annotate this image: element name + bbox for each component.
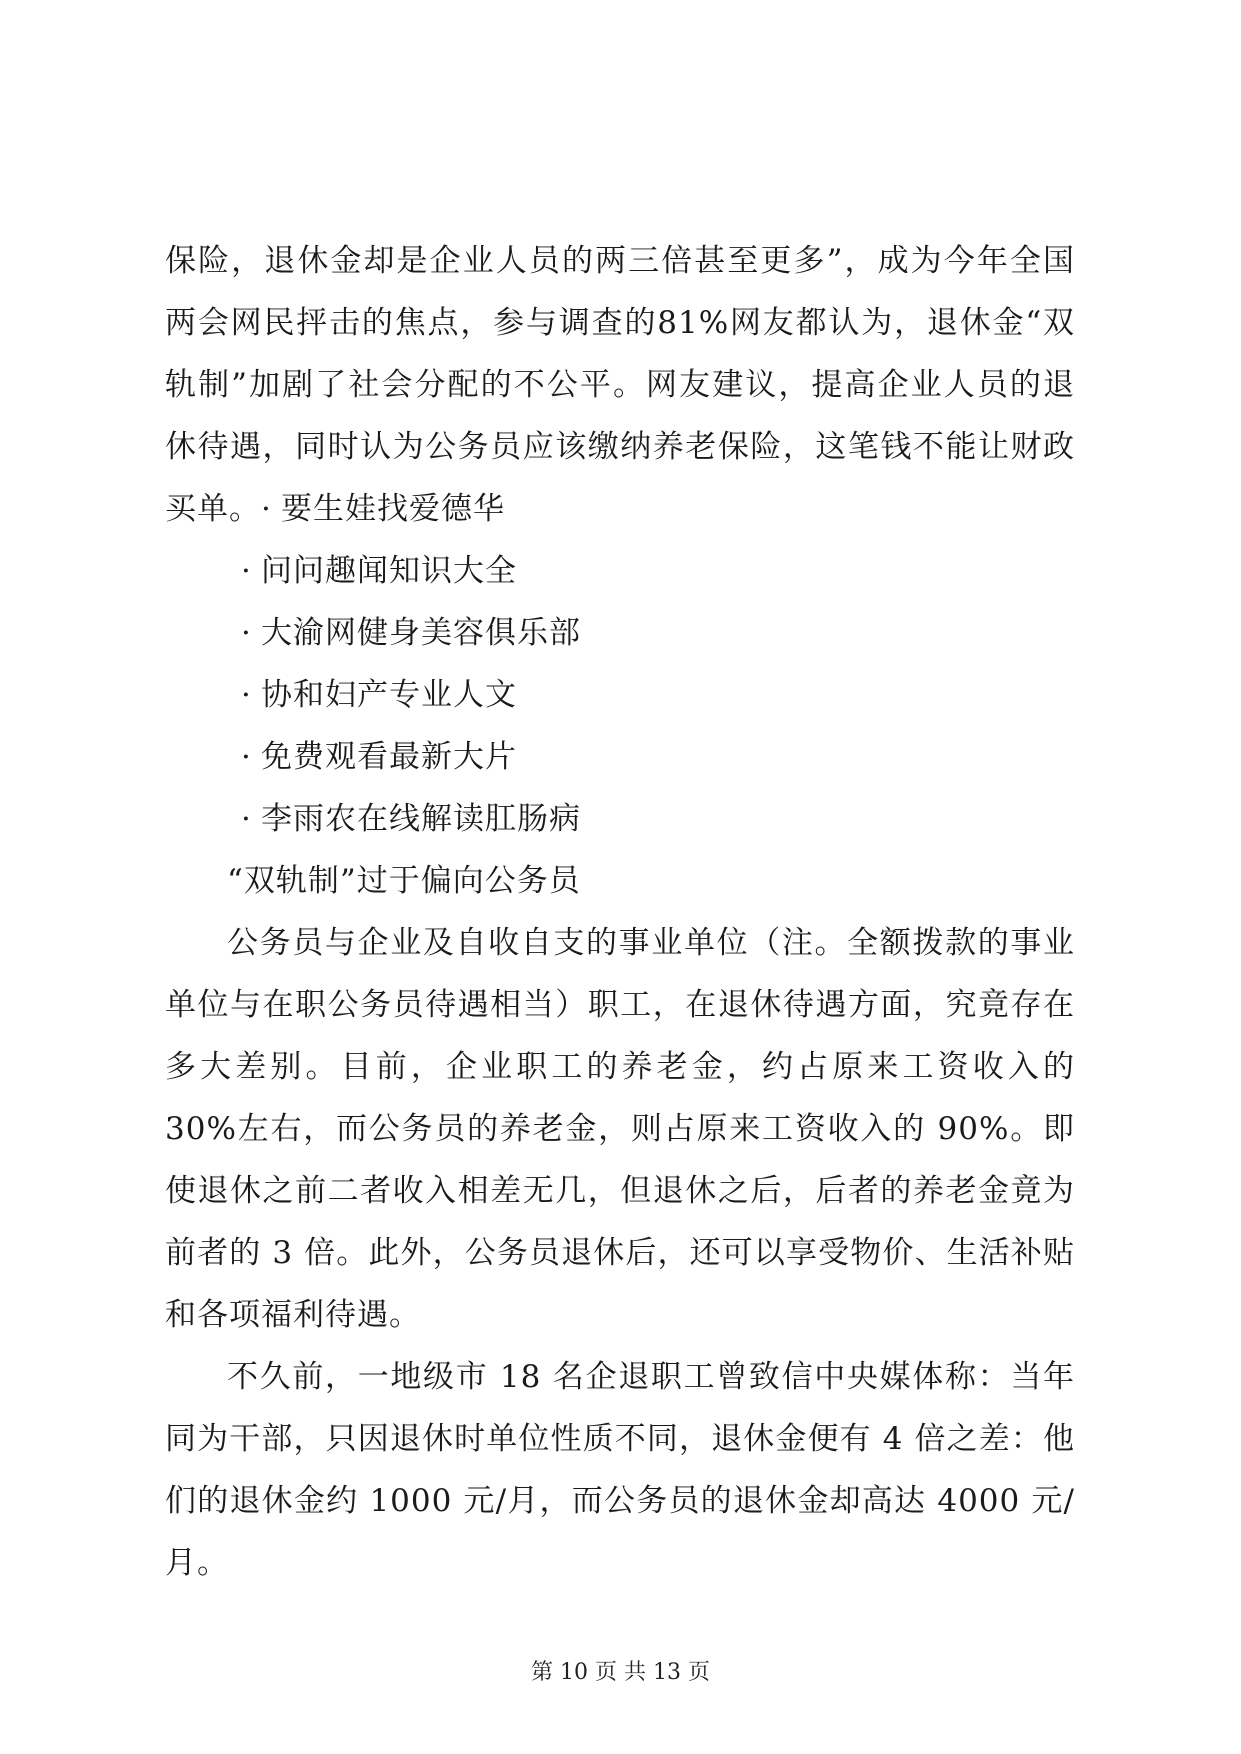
section-heading: “双轨制”过于偏向公务员: [227, 863, 581, 899]
paragraph-1-text: 保险，退休金却是企业人员的两三倍甚至更多”，成为今年全国两会网民抨击的焦点，参与调查的81%网友都认为，退休金“双轨制”加剧了社会分配的不公平。网友建议，提高企业人员的退休待遇，同时认为公务员应该缴纳养老保险，这笔钱不能让财政买单。: [165, 243, 1075, 527]
page-footer: 第 10 页 共 13 页: [531, 1660, 710, 1685]
list-item[interactable]: [165, 540, 1075, 602]
list-item-label: 大渝网健身美容俱乐部: [261, 615, 581, 651]
paragraph-2: 公务员与企业及自收自支的事业单位（注。全额拨款的事业单位与在职公务员待遇相当）职工，在退休待遇方面，究竟存在多大差别。目前，企业职工的养老金，约占原来工资收入的 30%左右，而公务员的养老金，则占原来工资收入的 90%。即使退休之前二者收入相差无几，但退休之后，后者的养老金竟为前者的 3 倍。此外，公务员退休后，还可以享受物价、生活补贴和各项福利待遇。: [165, 925, 1075, 1333]
paragraph-1: [165, 230, 1075, 540]
bullet-icon: ·: [241, 615, 252, 651]
bullet-icon: ·: [241, 801, 252, 837]
bullet-icon: ·: [241, 553, 252, 589]
list-item[interactable]: [165, 726, 1075, 788]
list-item[interactable]: [165, 788, 1075, 850]
list-item-label: 李雨农在线解读肛肠病: [261, 801, 581, 837]
list-item-label: 问问趣闻知识大全: [261, 553, 517, 589]
bullet-icon: ·: [261, 491, 272, 527]
body-text: [165, 230, 1075, 1594]
list-item[interactable]: [165, 602, 1075, 664]
paragraph-3: 不久前，一地级市 18 名企退职工曾致信中央媒体称：当年同为干部，只因退休时单位性质不同，退休金便有 4 倍之差：他们的退休金约 1000 元/月，而公务员的退休金却高达 4000 元/月。: [165, 1359, 1075, 1581]
inline-link-label: 要生娃找爱德华: [281, 491, 505, 527]
list-item-label: 免费观看最新大片: [261, 739, 517, 775]
link-list: [165, 540, 1075, 850]
bullet-icon: ·: [241, 677, 252, 713]
list-item[interactable]: [165, 664, 1075, 726]
inline-link-item[interactable]: [261, 491, 505, 527]
bullet-icon: ·: [241, 739, 252, 775]
list-item-label: 协和妇产专业人文: [261, 677, 517, 713]
